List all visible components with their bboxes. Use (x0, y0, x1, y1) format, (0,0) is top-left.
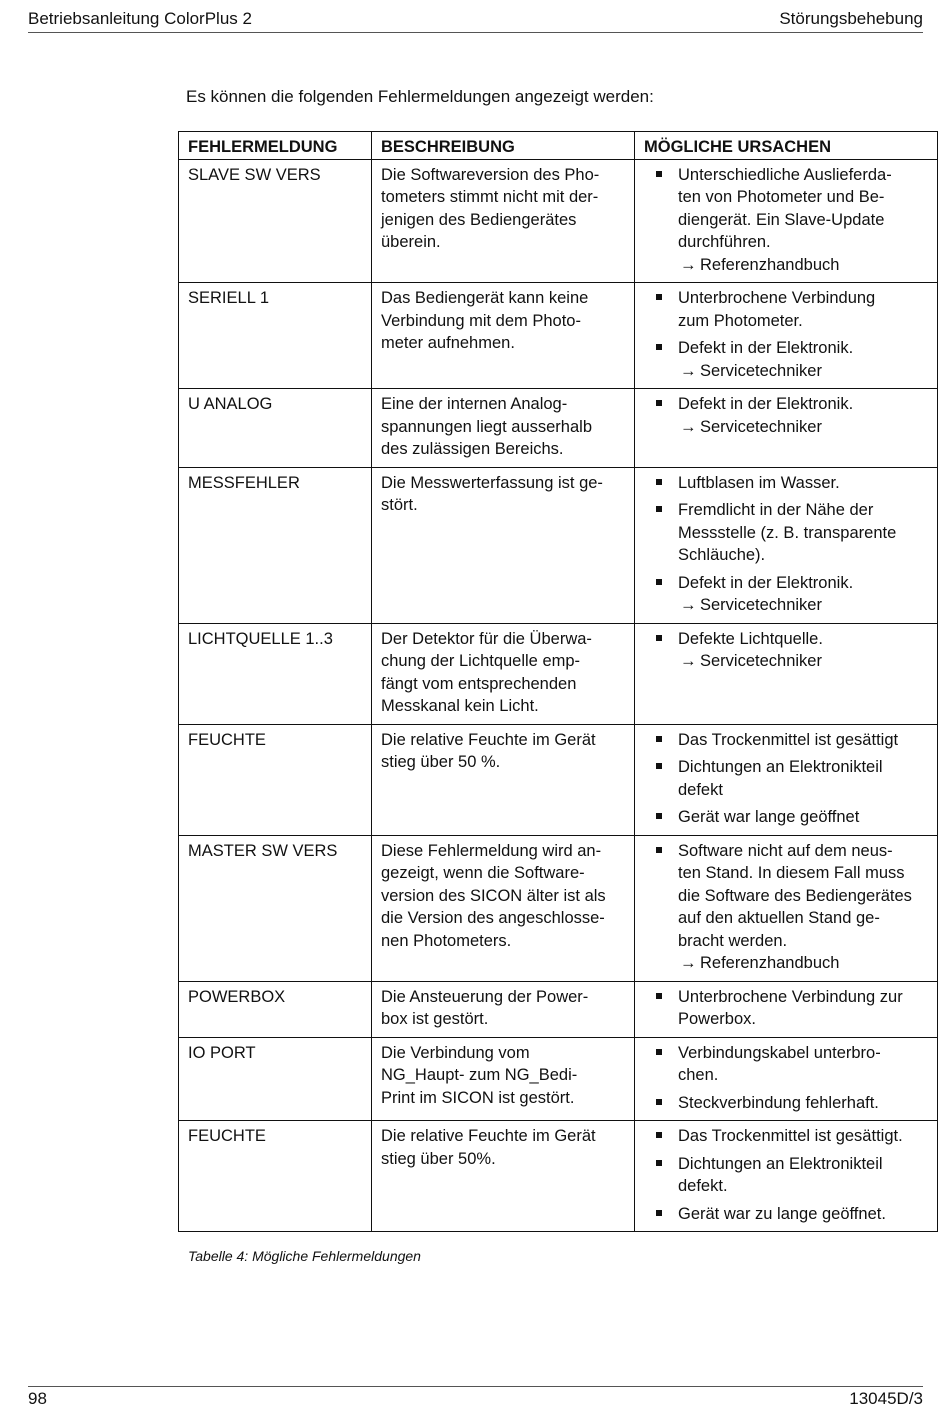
causes-list (644, 287, 928, 382)
table-row (179, 159, 938, 283)
table-row (179, 467, 938, 623)
square-bullet-icon (656, 993, 662, 999)
table-row (179, 1037, 938, 1121)
cause-text: Defekte Lichtquelle. (678, 629, 823, 648)
causes-cell (635, 623, 938, 724)
cause-text: Software nicht auf dem neus- ten Stand. In diesem Fall muss die Software des Bediengerätes auf den aktuellen Stand ge- bracht werden. (678, 841, 912, 950)
description-cell: Der Detektor für die Überwa- chung der Lichtquelle emp- fängt vom entsprechenden Messkanal kein Licht. (372, 623, 635, 724)
table-row (179, 981, 938, 1037)
causes-cell (635, 981, 938, 1037)
cause-text: Das Trockenmittel ist gesättigt (678, 730, 899, 749)
square-bullet-icon (656, 400, 662, 406)
square-bullet-icon (656, 736, 662, 742)
square-bullet-icon (656, 813, 662, 819)
table-row (179, 724, 938, 835)
square-bullet-icon (656, 579, 662, 585)
description-cell: Eine der internen Analog- spannungen liegt ausserhalb des zulässigen Bereichs. (372, 389, 635, 468)
error-code-cell: LICHTQUELLE 1..3 (179, 623, 372, 724)
cause-text: Verbindungskabel unterbro- chen. (678, 1043, 881, 1084)
list-item (644, 472, 928, 495)
reference-text: Servicetechniker (700, 596, 822, 614)
table-caption: Tabelle 4: Mögliche Fehlermeldungen (188, 1248, 421, 1264)
causes-cell (635, 835, 938, 981)
cause-text: Unterschiedliche Auslieferda- ten von Photometer und Be- diengerät. Ein Slave-Update durchführen. (678, 165, 892, 251)
reference-note (678, 360, 928, 383)
page-number: 98 (28, 1389, 47, 1408)
intro-text: Es können die folgenden Fehlermeldungen angezeigt werden: (186, 87, 654, 106)
table-row (179, 283, 938, 389)
causes-cell (635, 724, 938, 835)
reference-note (678, 594, 928, 617)
causes-list (644, 472, 928, 617)
error-code-cell: MASTER SW VERS (179, 835, 372, 981)
list-item (644, 840, 928, 975)
square-bullet-icon (656, 1132, 662, 1138)
square-bullet-icon (656, 344, 662, 350)
error-code-cell: SLAVE SW VERS (179, 159, 372, 283)
list-item (644, 729, 928, 752)
table-row (179, 835, 938, 981)
causes-list (644, 986, 928, 1031)
square-bullet-icon (656, 1210, 662, 1216)
column-header-error-message: FEHLERMELDUNG (179, 132, 372, 160)
causes-list (644, 729, 928, 829)
cause-text: Unterbrochene Verbindung zur Powerbox. (678, 987, 903, 1028)
causes-cell (635, 1121, 938, 1232)
table-header-row (179, 132, 938, 160)
document-id: 13045D/3 (849, 1389, 923, 1408)
causes-list (644, 628, 928, 673)
square-bullet-icon (656, 847, 662, 853)
page-footer (28, 1386, 923, 1409)
list-item (644, 1203, 928, 1226)
square-bullet-icon (656, 763, 662, 769)
causes-list (644, 164, 928, 277)
square-bullet-icon (656, 171, 662, 177)
square-bullet-icon (656, 1099, 662, 1105)
cause-text: Luftblasen im Wasser. (678, 473, 840, 492)
table-body (179, 159, 938, 1232)
reference-note (678, 952, 928, 975)
cause-text: Unterbrochene Verbindung zum Photometer. (678, 289, 876, 330)
error-code-cell: FEUCHTE (179, 1121, 372, 1232)
right-arrow-icon: → (680, 361, 697, 380)
reference-text: Servicetechniker (700, 417, 822, 436)
reference-note (678, 416, 928, 439)
cause-text: Gerät war zu lange geöffnet. (678, 1204, 886, 1223)
cause-text: Das Trockenmittel ist gesättigt. (678, 1127, 903, 1145)
header-section-title: Störungsbehebung (779, 9, 923, 28)
square-bullet-icon (656, 635, 662, 641)
description-cell: Diese Fehlermeldung wird an- gezeigt, wenn die Software- version des SICON älter ist als die Version des angeschlosse- nen Photometers. (372, 835, 635, 981)
table-row (179, 1121, 938, 1232)
causes-cell (635, 1037, 938, 1121)
causes-cell (635, 159, 938, 283)
cause-text: Steckverbindung fehlerhaft. (678, 1093, 879, 1112)
list-item (644, 337, 928, 382)
reference-text: Servicetechniker (700, 652, 822, 670)
causes-list (644, 1125, 928, 1225)
reference-text: Servicetechniker (700, 361, 822, 380)
causes-list (644, 1042, 928, 1115)
error-code-cell: SERIELL 1 (179, 283, 372, 389)
list-item (644, 1042, 928, 1087)
error-code-cell: POWERBOX (179, 981, 372, 1037)
reference-note (678, 254, 928, 277)
error-code-cell: U ANALOG (179, 389, 372, 468)
description-cell: Die relative Feuchte im Gerät stieg über 50 %. (372, 724, 635, 835)
list-item (644, 756, 928, 801)
description-cell: Die relative Feuchte im Gerät stieg über 50%. (372, 1121, 635, 1232)
reference-text: Referenzhandbuch (700, 255, 840, 274)
cause-text: Fremdlicht in der Nähe der Messstelle (z. B. transparente Schläuche). (678, 501, 897, 564)
square-bullet-icon (656, 506, 662, 512)
list-item (644, 572, 928, 617)
cause-text: Dichtungen an Elektronikteil defekt. (678, 1154, 883, 1195)
cause-text: Defekt in der Elektronik. (678, 395, 854, 413)
cause-text: Defekt in der Elektronik. (678, 339, 854, 357)
error-code-cell: MESSFEHLER (179, 467, 372, 623)
error-code-cell: IO PORT (179, 1037, 372, 1121)
page-header (28, 8, 923, 33)
error-messages-table (178, 131, 938, 1232)
list-item (644, 287, 928, 332)
table-row (179, 623, 938, 724)
description-cell: Das Bediengerät kann keine Verbindung mit dem Photo- meter aufnehmen. (372, 283, 635, 389)
square-bullet-icon (656, 1160, 662, 1166)
error-code-cell: FEUCHTE (179, 724, 372, 835)
right-arrow-icon: → (680, 596, 697, 614)
description-cell: Die Softwareversion des Pho- tometers stimmt nicht mit der- jenigen des Bediengerätes überein. (372, 159, 635, 283)
table-row (179, 389, 938, 468)
list-item (644, 164, 928, 277)
causes-cell (635, 389, 938, 468)
cause-text: Dichtungen an Elektronikteil defekt (678, 758, 883, 799)
square-bullet-icon (656, 479, 662, 485)
list-item (644, 393, 928, 438)
description-cell: Die Verbindung vom NG_Haupt- zum NG_Bedi- Print im SICON ist gestört. (372, 1037, 635, 1121)
causes-cell (635, 283, 938, 389)
list-item (644, 499, 928, 567)
square-bullet-icon (656, 1049, 662, 1055)
list-item (644, 806, 928, 829)
right-arrow-icon: → (680, 954, 697, 972)
causes-list (644, 393, 928, 438)
description-cell: Die Ansteuerung der Power- box ist gestört. (372, 981, 635, 1037)
reference-note (678, 650, 928, 673)
cause-text: Defekt in der Elektronik. (678, 573, 854, 592)
list-item (644, 1092, 928, 1115)
header-document-title: Betriebsanleitung ColorPlus 2 (28, 9, 252, 28)
causes-cell (635, 467, 938, 623)
column-header-description: BESCHREIBUNG (372, 132, 635, 160)
description-cell: Die Messwerterfassung ist ge- stört. (372, 467, 635, 623)
reference-text: Referenzhandbuch (700, 954, 840, 972)
list-item (644, 1153, 928, 1198)
cause-text: Gerät war lange geöffnet (678, 808, 860, 826)
list-item (644, 986, 928, 1031)
right-arrow-icon: → (680, 417, 697, 436)
right-arrow-icon: → (680, 255, 697, 274)
list-item (644, 1125, 928, 1148)
right-arrow-icon: → (680, 652, 697, 670)
square-bullet-icon (656, 294, 662, 300)
causes-list (644, 840, 928, 975)
list-item (644, 628, 928, 673)
column-header-possible-causes: MÖGLICHE URSACHEN (635, 132, 938, 160)
